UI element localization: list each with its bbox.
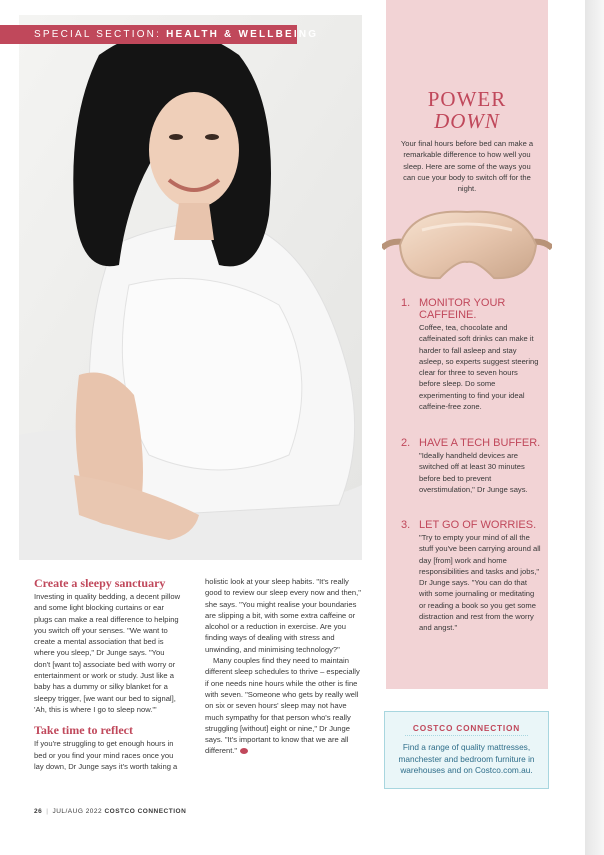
article-column-1: [34, 576, 182, 772]
article-column-2: [205, 576, 365, 757]
costco-connection-box: [384, 711, 549, 789]
tip-2: [401, 437, 541, 495]
page-folio: [34, 808, 186, 815]
tip-number: 2.: [401, 437, 411, 449]
sidebar-title-line1: POWER: [427, 87, 507, 111]
tip-heading: MONITOR YOUR CAFFEINE.: [419, 297, 506, 321]
divider: [405, 735, 528, 736]
page-edge: [585, 0, 604, 855]
tip-heading: LET GO OF WORRIES.: [419, 519, 537, 531]
folio-publication: COSTCO CONNECTION: [104, 808, 187, 815]
subheading-sanctuary: Create a sleepy sanctuary: [34, 576, 166, 590]
end-mark-icon: [240, 748, 248, 754]
paragraph-reflect-continued: holistic look at your sleep habits. "It's really good to review our sleep every now and then," she says. "You might realise your boundaries are slipping a bit, with some extra caffeine or alcohol or a reduction in exercise. Are you finding ways of dealing with stress and unwinding, and minimising technology?": [205, 577, 361, 654]
tip-body: "Ideally handheld devices are switched off at least 30 minutes before bed to prevent overstimulation," Dr Junge says.: [419, 451, 528, 494]
tip-number: 1.: [401, 297, 411, 309]
couples-text: Many couples find they need to maintain different sleep schedules to thrive – especially if one needs nine hours while the other is fine with seven. "Someone who gets by really well on six or seven hours' sleep may not have much sympathy for that person who's really struggling [without] eight or nine," Dr Junge says. "It's important to know that we are all different.": [205, 656, 360, 756]
section-banner: SPECIAL SECTION: HEALTH & WELLBEING: [0, 25, 297, 44]
tip-heading: HAVE A TECH BUFFER.: [419, 437, 541, 449]
costco-box-body: Find a range of quality mattresses, manchester and bedroom furniture in warehouses and on Costco.com.au.: [398, 742, 535, 775]
tip-body: Coffee, tea, chocolate and caffeinated soft drinks can make it harder to fall asleep and stay asleep, so experts suggest steering clear for three to seven hours before sleep. Do some experimenting to find your ideal caffeine-free zone.: [419, 323, 539, 412]
paragraph-couples: [205, 655, 365, 757]
tip-number: 3.: [401, 519, 411, 531]
tip-body: "Try to empty your mind of all the stuff you've been carrying around all day [from] work and home responsibilities and tasks and jobs," Dr Junge says. "You can do that with some journaling or meditating or reading a book so you get some distraction and rest from the worry and angst.": [419, 533, 541, 633]
folio-separator: |: [46, 808, 49, 815]
paragraph-sanctuary: Investing in quality bedding, a decent pillow and some light blocking curtains or ear plugs can make a real difference to helping you switch off your senses. "We want to create a mental association that bed is where you sleep," Dr Junge says. "You don't [want to] associate bed with worry or entertainment or work or study. Just like a baby has a dummy or silky blanket for a sleepy trigger, [we want our bed to signal], 'Ah, this is where I go to sleep now.'": [34, 592, 181, 714]
subheading-reflect: Take time to reflect: [34, 723, 133, 738]
paragraph-reflect: If you're struggling to get enough hours in bed or you find your mind races once you lay down, Dr Junge says it's worth taking a: [34, 739, 178, 771]
page-number: 26: [34, 808, 43, 815]
tip-3: [401, 519, 541, 634]
folio-issue: JUL/AUG 2022: [52, 808, 103, 815]
sidebar-title-line2: DOWN: [434, 109, 500, 133]
hero-photo: [19, 15, 362, 560]
sleep-mask-image: [382, 200, 552, 292]
sidebar-title: [386, 88, 548, 132]
sidebar-intro: Your final hours before bed can make a remarkable difference to how well you sleep. Here are some of the ways you can cue your body to switch off for the night.: [400, 139, 534, 194]
tip-1: [401, 297, 541, 412]
costco-box-title: COSTCO CONNECTION: [412, 723, 521, 733]
